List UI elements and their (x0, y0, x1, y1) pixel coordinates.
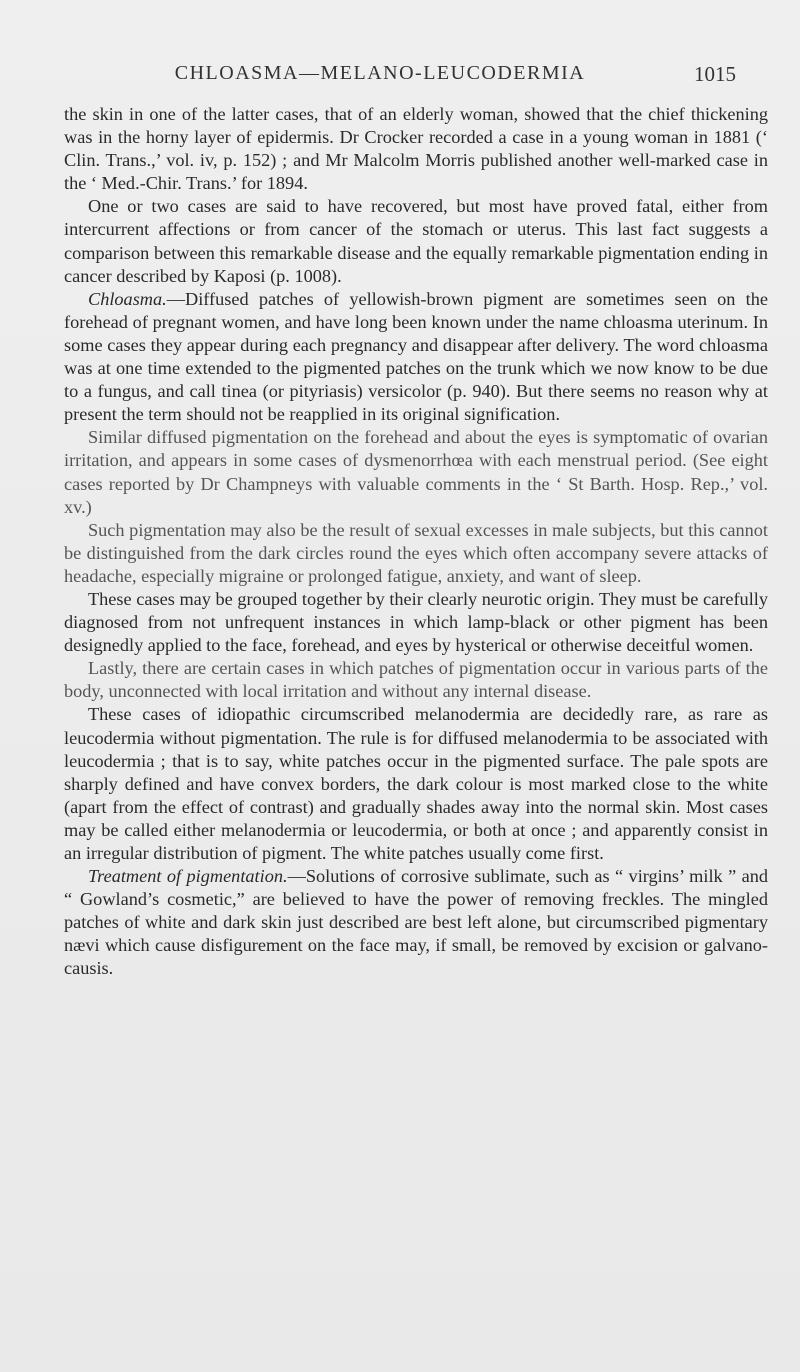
paragraph-text: One or two cases are said to have recovered, but most have proved fatal, either from intercurrent affections or from cancer of the stomach or uterus. This last fact suggests a comparison between this remarkable disease and the equally remarkable pigmentation ending in cancer described by Kaposi (p. 1008). (64, 196, 768, 286)
paragraph-text: Similar diffused pigmentation on the forehead and about the eyes is symptomatic of ovarian irritation, and appears in some cases of dysmenorrhœa with each menstrual period. (See eight cases reported by Dr Champneys with valuable comments in the ‘ St Barth. Hosp. Rep.,’ vol. xv.) (64, 427, 768, 517)
paragraph (64, 103, 768, 195)
paragraph-text: the skin in one of the latter cases, that of an elderly woman, showed that the chief thickening was in the horny layer of epidermis. Dr Crocker recorded a case in a young woman in 1881 (‘ Clin. Trans.,’ vol. iv, p. 152) ; and Mr Malcolm Morris published another well-marked case in the ‘ Med.-Chir. Trans.’ for 1894. (64, 104, 768, 194)
paragraph (64, 703, 768, 865)
paragraph-text: Lastly, there are certain cases in which patches of pigmentation occur in various parts of the body, unconnected with local irritation and without any internal disease. (64, 658, 768, 702)
page-header (64, 62, 736, 92)
paragraph-text: Such pigmentation may also be the result of sexual excesses in male subjects, but this cannot be distinguished from the dark circles round the eyes which often accompany severe attacks of headache, especially migraine or prolonged fatigue, anxiety, and want of sleep. (64, 519, 768, 586)
paragraph (64, 865, 768, 980)
paragraph-text: These cases of idiopathic circumscribed melanodermia are decidedly rare, as rare as leucodermia without pigmentation. The rule is for diffused melanodermia to be associated with leucodermia ; that is to say, white patches occur in the pigmented surface. The pale spots are sharply defined and have convex borders, the dark colour is most marked close to the white (apart from the effect of contrast) and gradually shades away into the normal skin. Most cases may be called either melanodermia or leucodermia, or both at once ; and apparently consist in an irregular distribution of pigment. The white patches usually come first. (64, 704, 768, 863)
paragraph (64, 588, 768, 657)
paragraph-text: —Diffused patches of yellowish-brown pigment are sometimes seen on the forehead of pregnant women, and have long been known under the name chloasma uterinum. In some cases they appear during each pregnancy and disappear after delivery. The word chloasma was at one time extended to the pigmented patches on the trunk which we now know to be due to a fungus, and call tinea (or pityriasis) versicolor (p. 940). But there seems no reason why at present the term should not be reapplied in its original signification. (64, 288, 768, 425)
paragraph (64, 195, 768, 287)
paragraph-lead: Chloasma. (88, 288, 167, 309)
paragraph (64, 657, 768, 703)
page-number: 1015 (694, 62, 736, 86)
paragraph (64, 426, 768, 518)
paragraph (64, 288, 768, 427)
paragraph-text: —Solutions of corrosive sublimate, such as “ virgins’ milk ” and “ Gowland’s cosmetic,” are believed to have the power of removing freckles. The mingled patches of white and dark skin just described are best left alone, but circumscribed pigmentary nævi which cause disfigurement on the face may, if small, be removed by excision or galvano-causis. (64, 866, 769, 979)
paragraph-text: These cases may be grouped together by their clearly neurotic origin. They must be carefully diagnosed from not unfrequent instances in which lamp-black or other pigment has been designedly applied to the face, forehead, and eyes by hysterical or otherwise deceitful women. (64, 588, 768, 656)
paragraph (64, 519, 768, 588)
body-text (64, 103, 768, 981)
running-title: CHLOASMA—MELANO-LEUCODERMIA (174, 62, 586, 84)
paragraph-lead: Treatment of pigmentation. (88, 866, 288, 887)
